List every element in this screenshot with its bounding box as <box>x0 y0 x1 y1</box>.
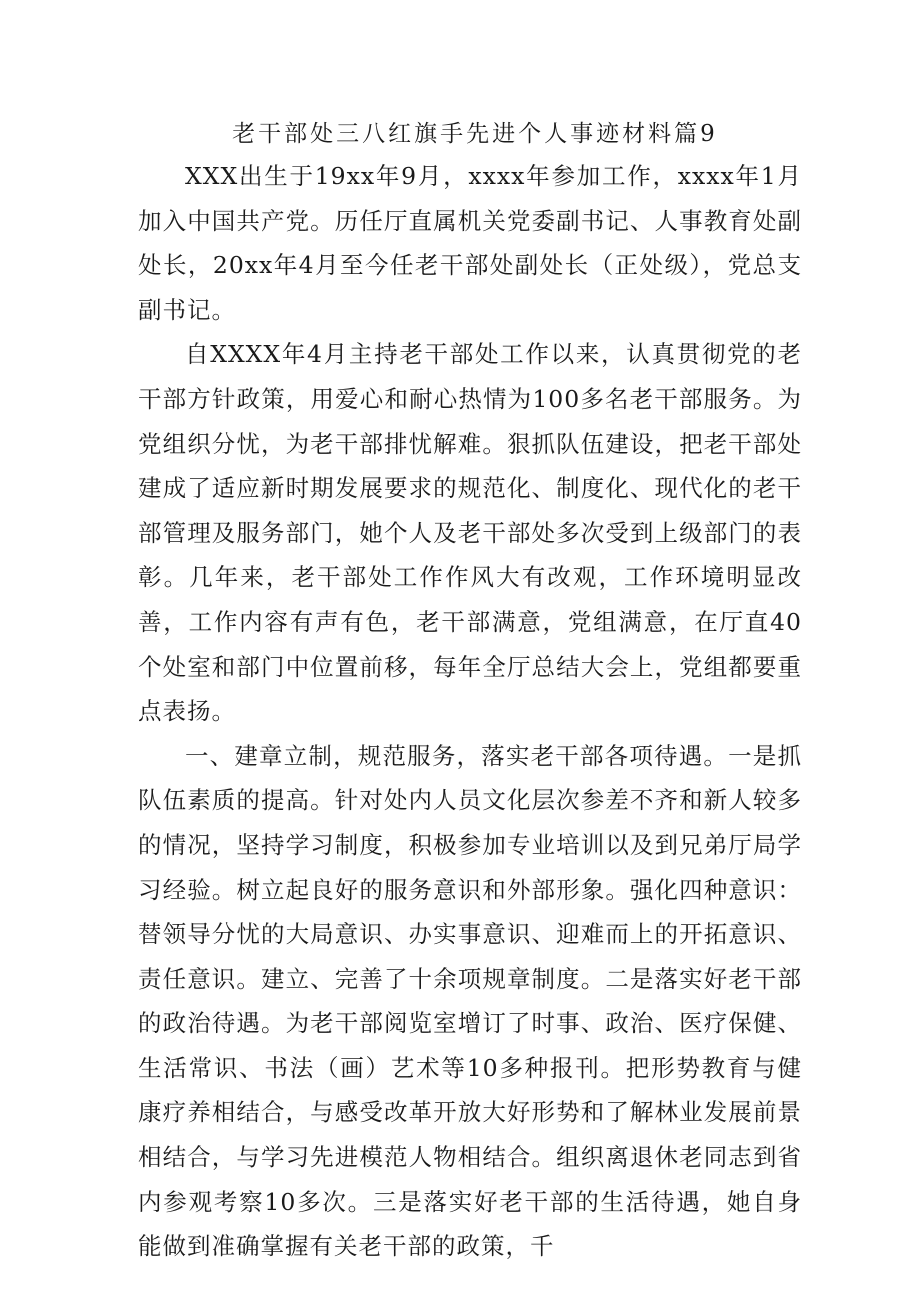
document-body <box>138 154 802 1269</box>
paragraph-2: 自XXXX年4月主持老干部处工作以来，认真贯彻党的老干部方针政策，用爱心和耐心热情为100多名老干部服务。为党组织分忧，为老干部排忧解难。狠抓队伍建设，把老干部处建成了适应新时期发展要求的规范化、制度化、现代化的老干部管理及服务部门，她个人及老干部处多次受到上级部门的表彰。几年来，老干部处工作作风大有改观，工作环境明显改善，工作内容有声有色，老干部满意，党组满意，在厅直40个处室和部门中位置前移，每年全厅总结大会上，党组都要重点表扬。 <box>138 340 802 726</box>
document-title-text: 老干部处三八红旗手先进个人事迹材料篇9 <box>232 121 718 147</box>
paragraph-3: 一、建章立制，规范服务，落实老干部各项待遇。一是抓队伍素质的提高。针对处内人员文化层次参差不齐和新人较多的情况，坚持学习制度，积极参加专业培训以及到兄弟厅局学习经验。树立起良好的服务意识和外部形象。强化四种意识：替领导分忧的大局意识、办实事意识、迎难而上的开拓意识、责任意识。建立、完善了十余项规章制度。二是落实好老干部的政治待遇。为老干部阅览室增订了时事、政治、医疗保健、生活常识、书法（画）艺术等10多种报刊。把形势教育与健康疗养相结合，与感受改革开放大好形势和了解林业发展前景相结合，与学习先进模范人物相结合。组织离退休老同志到省内参观考察10多次。三是落实好老干部的生活待遇，她自身能做到准确掌握有关老干部的政策，千 <box>138 741 802 1261</box>
document-title <box>0 112 920 156</box>
paragraph-1: XXX出生于19xx年9月，xxxx年参加工作，xxxx年1月加入中国共产党。历任厅直属机关党委副书记、人事教育处副处长，20xx年4月至今任老干部处副处长（正处级），党总支副书记。 <box>138 162 802 324</box>
